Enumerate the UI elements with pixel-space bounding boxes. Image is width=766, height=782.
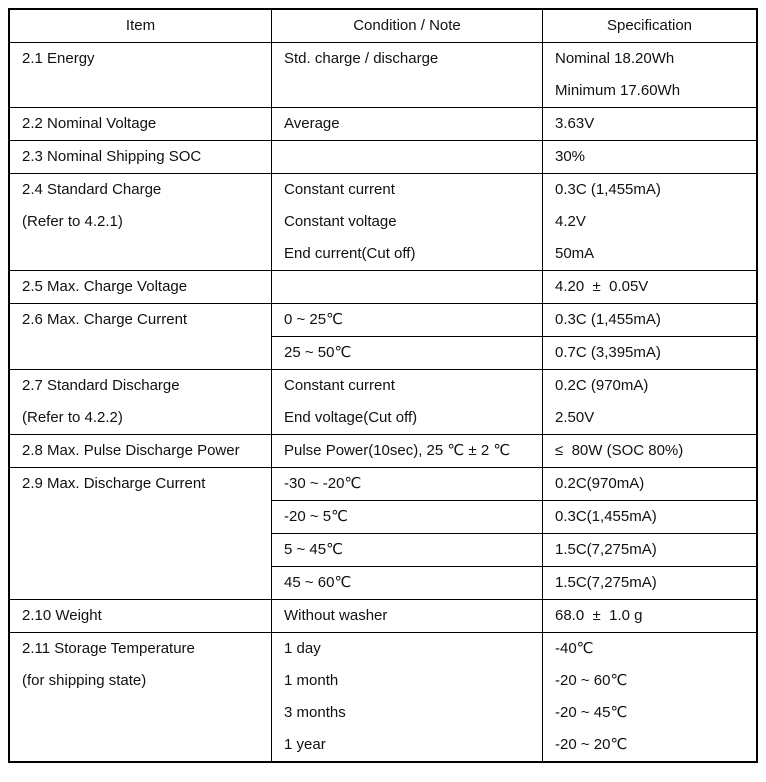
table-row [10, 599, 756, 632]
specification-cell [543, 304, 756, 336]
subrows [272, 174, 756, 270]
item-text: 2.10 Weight [22, 607, 102, 624]
condition-text: End voltage(Cut off) [284, 409, 418, 426]
table-body [10, 42, 756, 761]
table-row [10, 107, 756, 140]
header-cell-condition [272, 10, 543, 42]
condition-cell [272, 337, 543, 369]
condition-text: Average [284, 115, 340, 132]
condition-cell [272, 141, 543, 173]
item-cell [10, 435, 272, 467]
subrows [272, 468, 756, 599]
subrows [272, 43, 756, 107]
item-text: (Refer to 4.2.1) [22, 213, 123, 230]
specification-text: 0.7C (3,395mA) [555, 344, 661, 361]
specification-cell [543, 534, 756, 566]
condition-text: 0 ~ 25℃ [284, 311, 343, 328]
condition-text: Constant current [284, 377, 395, 394]
specification-cell [543, 600, 756, 632]
item-cell [10, 304, 272, 369]
subrow [272, 600, 756, 632]
subrow [272, 500, 756, 533]
subrows [272, 600, 756, 632]
subrows [272, 141, 756, 173]
item-text: 2.8 Max. Pulse Discharge Power [22, 442, 240, 459]
specification-text: 4.2V [555, 213, 586, 230]
condition-text [272, 141, 542, 173]
specification-text: 3.63V [555, 115, 595, 132]
item-text: 2.4 Standard Charge [22, 181, 162, 198]
condition-text: Constant voltage [284, 213, 397, 230]
condition-cell [272, 43, 543, 107]
item-text: 2.1 Energy [22, 50, 95, 67]
item-text: 2.6 Max. Charge Current [22, 311, 188, 328]
condition-cell [272, 304, 543, 336]
condition-cell [272, 370, 543, 434]
item-cell [10, 174, 272, 270]
condition-text: -20 ~ 5℃ [284, 508, 348, 525]
table-row [10, 434, 756, 467]
table-row [10, 369, 756, 434]
item-cell [10, 43, 272, 107]
header-condition-label: Condition / Note [353, 17, 461, 34]
subrow [272, 370, 756, 434]
subrows [272, 271, 756, 303]
specification-cell [543, 468, 756, 500]
subrow [272, 336, 756, 369]
condition-cell [272, 600, 543, 632]
item-cell [10, 108, 272, 140]
table-row [10, 303, 756, 369]
condition-cell [272, 435, 543, 467]
subrows [272, 435, 756, 467]
condition-text: Std. charge / discharge [284, 50, 439, 67]
specification-cell [543, 141, 756, 173]
condition-text: 1 year [284, 736, 326, 753]
item-text: 2.2 Nominal Voltage [22, 115, 157, 132]
specification-text: 1.5C(7,275mA) [555, 541, 657, 558]
condition-text: -30 ~ -20℃ [284, 475, 362, 492]
specification-text: Nominal 18.20Wh [555, 50, 675, 67]
subrow [272, 108, 756, 140]
item-cell [10, 271, 272, 303]
condition-text: Pulse Power(10sec), 25 ℃ ± 2 ℃ [284, 442, 511, 459]
specification-text: 0.3C (1,455mA) [555, 181, 661, 198]
specification-cell [543, 567, 756, 599]
specification-cell [543, 633, 756, 761]
item-cell [10, 600, 272, 632]
specification-cell [543, 501, 756, 533]
specification-text: -20 ~ 20℃ [555, 736, 628, 753]
condition-text: 1 day [284, 640, 321, 657]
item-cell [10, 141, 272, 173]
item-text: 2.9 Max. Discharge Current [22, 475, 206, 492]
item-text: 2.11 Storage Temperature [22, 640, 195, 657]
specification-text: -20 ~ 45℃ [555, 704, 628, 721]
specification-cell [543, 337, 756, 369]
condition-text: Without washer [284, 607, 388, 624]
item-cell [10, 370, 272, 434]
condition-cell [272, 534, 543, 566]
table-row [10, 173, 756, 270]
condition-cell [272, 633, 543, 761]
item-text: (for shipping state) [22, 672, 147, 689]
specification-text: 30% [555, 148, 586, 165]
subrow [272, 174, 756, 270]
specification-text: 50mA [555, 245, 595, 262]
condition-text: 3 months [284, 704, 346, 721]
subrow [272, 566, 756, 599]
specification-text: 4.20 ± 0.05V [555, 278, 649, 295]
specification-text: -40℃ [555, 640, 594, 657]
specification-cell [543, 370, 756, 434]
subrow [272, 43, 756, 107]
subrow [272, 633, 756, 761]
specification-text: 0.3C(1,455mA) [555, 508, 657, 525]
specification-text: 0.2C(970mA) [555, 475, 645, 492]
specification-text: ≤ 80W (SOC 80%) [555, 442, 684, 459]
spec-table [8, 8, 758, 763]
condition-cell [272, 174, 543, 270]
condition-cell [272, 108, 543, 140]
subrow [272, 533, 756, 566]
specification-text: 0.3C (1,455mA) [555, 311, 661, 328]
item-text: (Refer to 4.2.2) [22, 409, 123, 426]
specification-cell [543, 108, 756, 140]
subrow [272, 468, 756, 500]
header-cell-specification [543, 10, 756, 42]
table-row [10, 140, 756, 173]
specification-text: -20 ~ 60℃ [555, 672, 628, 689]
subrows [272, 304, 756, 369]
table-row [10, 42, 756, 107]
item-text: 2.5 Max. Charge Voltage [22, 278, 188, 295]
table-row [10, 632, 756, 761]
item-cell [10, 633, 272, 761]
condition-text: 1 month [284, 672, 339, 689]
condition-cell [272, 468, 543, 500]
item-text: 2.3 Nominal Shipping SOC [22, 148, 202, 165]
subrows [272, 108, 756, 140]
specification-text: 1.5C(7,275mA) [555, 574, 657, 591]
header-specification-label: Specification [606, 17, 693, 34]
subrow [272, 271, 756, 303]
item-cell [10, 468, 272, 599]
specification-text: 0.2C (970mA) [555, 377, 649, 394]
condition-text [272, 271, 542, 303]
condition-text: Constant current [284, 181, 395, 198]
condition-text: 45 ~ 60℃ [284, 574, 352, 591]
specification-cell [543, 43, 756, 107]
condition-text: 25 ~ 50℃ [284, 344, 352, 361]
specification-cell [543, 174, 756, 270]
table-row [10, 270, 756, 303]
condition-cell [272, 567, 543, 599]
subrow [272, 435, 756, 467]
item-text: 2.7 Standard Discharge [22, 377, 180, 394]
condition-cell [272, 501, 543, 533]
condition-text: 5 ~ 45℃ [284, 541, 343, 558]
specification-text: 2.50V [555, 409, 595, 426]
header-cell-item [10, 10, 272, 42]
header-item-label: Item [125, 17, 156, 34]
table-row [10, 467, 756, 599]
condition-text: End current(Cut off) [284, 245, 416, 262]
subrow [272, 304, 756, 336]
condition-cell [272, 271, 543, 303]
subrows [272, 633, 756, 761]
table-header-row [10, 10, 756, 42]
subrows [272, 370, 756, 434]
subrow [272, 141, 756, 173]
specification-cell [543, 435, 756, 467]
specification-text: Minimum 17.60Wh [555, 82, 681, 99]
specification-cell [543, 271, 756, 303]
specification-text: 68.0 ± 1.0 g [555, 607, 643, 624]
